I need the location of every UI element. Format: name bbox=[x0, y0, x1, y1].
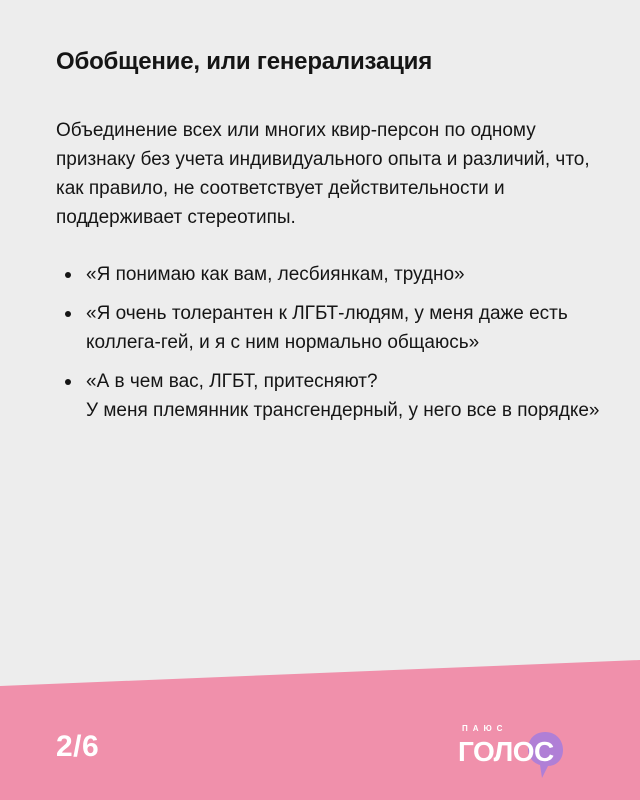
definition-text: Объединение всех или многих квир-персон по одному признаку без учета индивидуального опыта и различий, что, как правило, не соответствует действительности и поддерживает стереотипы. bbox=[56, 120, 590, 228]
slide-title: Обобщение, или генерализация bbox=[56, 48, 432, 75]
plus-golos-logo bbox=[452, 718, 592, 782]
logo-main-text: ГОЛОС bbox=[458, 736, 554, 767]
logo-small-text: ПАЮС bbox=[462, 724, 508, 733]
example-text: «А в чем вас, ЛГБТ, притесняют? У меня племянник трансгендерный, у него все в порядке» bbox=[86, 371, 600, 421]
example-text: «Я очень толерантен к ЛГБТ-людям, у меня даже есть коллега-гей, и я с ним нормально общаюсь» bbox=[86, 303, 568, 353]
example-text: «Я понимаю как вам, лесбиянкам, трудно» bbox=[86, 264, 465, 285]
page-counter: 2/6 bbox=[56, 730, 100, 763]
